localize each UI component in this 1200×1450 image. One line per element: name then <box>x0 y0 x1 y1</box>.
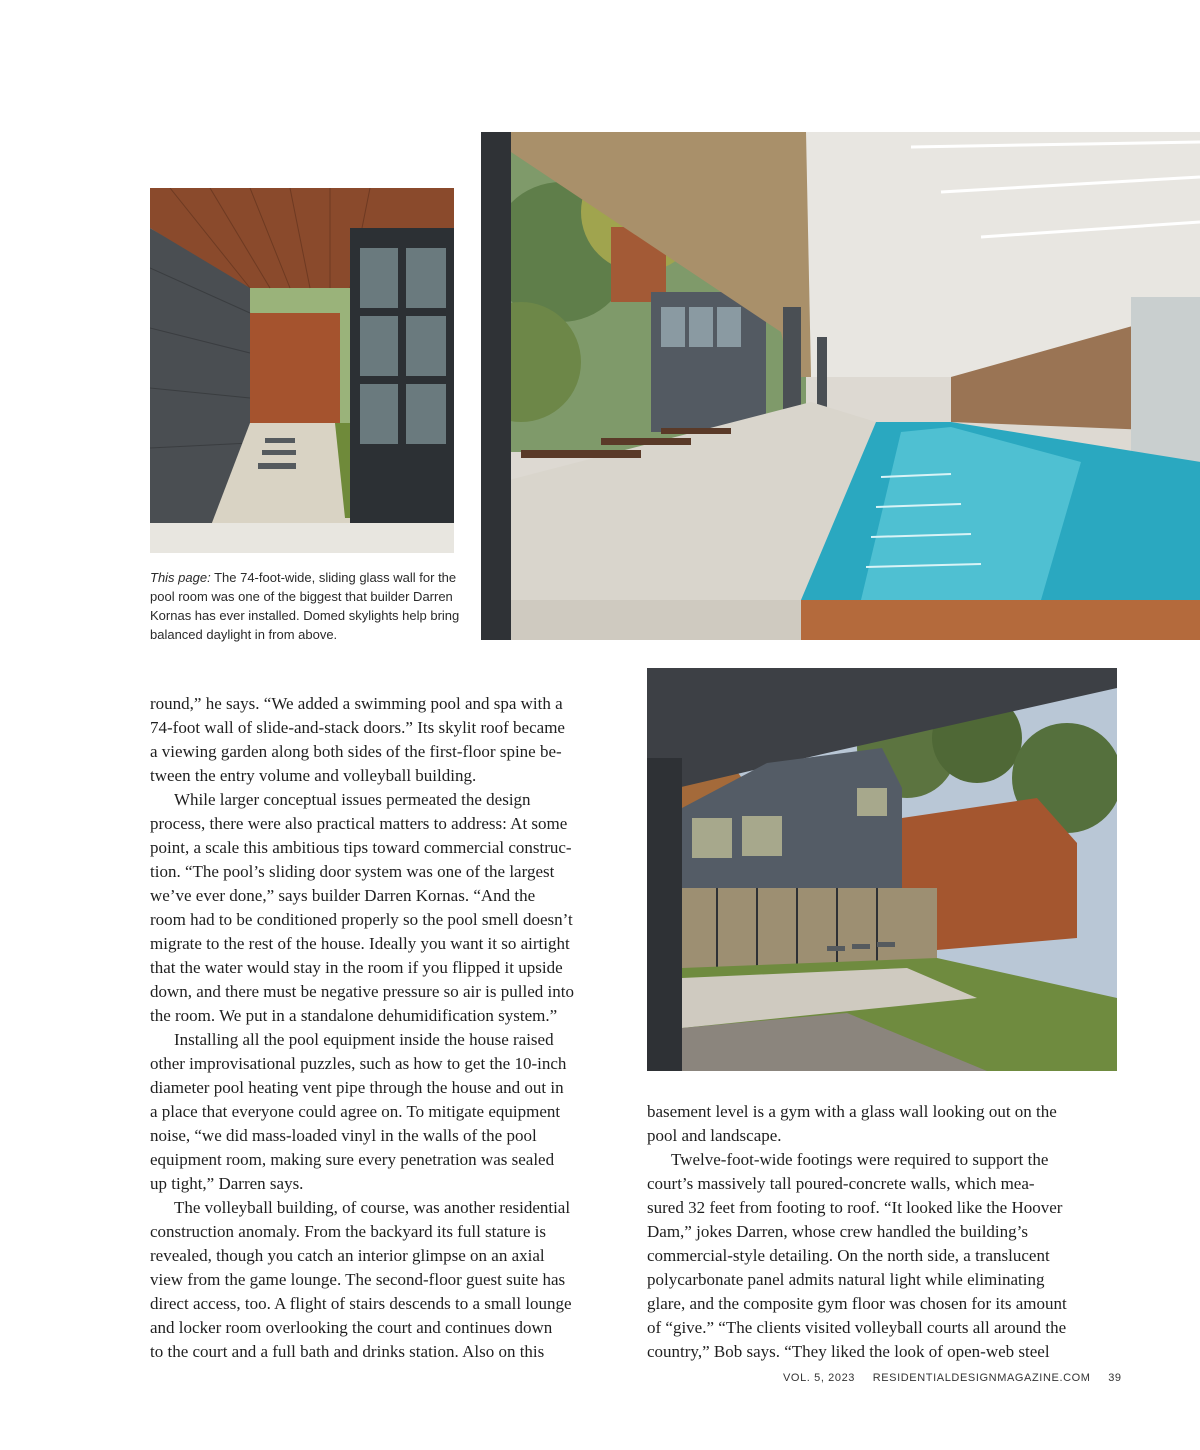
body-line: that the water would stay in the room if you flipped it upside <box>150 958 563 977</box>
body-line: up tight,” Darren says. <box>150 1174 304 1193</box>
body-line: noise, “we did mass-loaded vinyl in the walls of the pool <box>150 1126 537 1145</box>
body-line: While larger conceptual issues permeated the design <box>174 790 531 809</box>
photo-pool-deck-passage <box>150 188 454 553</box>
body-line: room had to be conditioned properly so the pool smell doesn’t <box>150 910 573 929</box>
body-line: round,” he says. “We added a swimming pool and spa with a <box>150 694 563 713</box>
body-line: 74-foot wall of slide-and-stack doors.” Its skylit roof became <box>150 718 565 737</box>
body-line: Twelve-foot-wide footings were required to support the <box>671 1150 1049 1169</box>
body-line: view from the game lounge. The second-floor guest suite has <box>150 1270 566 1289</box>
body-line: migrate to the rest of the house. Ideally you want it so airtight <box>150 934 570 953</box>
body-line: we’ve ever done,” says builder Darren Kornas. “And the <box>150 886 536 905</box>
body-line: a viewing garden along both sides of the first-floor spine be- <box>150 742 562 761</box>
photo-indoor-pool <box>481 132 1200 640</box>
folio-site: RESIDENTIALDESIGNMAGAZINE.COM <box>872 1372 1091 1384</box>
body-line: basement level is a gym with a glass wall looking out on the <box>647 1102 1057 1121</box>
body-line: of “give.” “The clients visited volleyball courts all around the <box>647 1318 1067 1337</box>
page-folio <box>783 1372 1123 1384</box>
body-line: court’s massively tall poured-concrete walls, which mea- <box>647 1174 1035 1193</box>
body-line: and locker room overlooking the court and continues down <box>150 1318 553 1337</box>
body-line: Dam,” jokes Darren, whose crew handled the building’s <box>647 1222 1028 1241</box>
body-line: to the court and a full bath and drinks station. Also on this <box>150 1342 545 1361</box>
body-line: Installing all the pool equipment inside the house raised <box>174 1030 554 1049</box>
body-line: direct access, too. A flight of stairs descends to a small lounge <box>150 1294 572 1313</box>
body-line: process, there were also practical matters to address: At some <box>150 814 568 833</box>
body-line: construction anomaly. From the backyard its full stature is <box>150 1222 546 1241</box>
body-line: the room. We put in a standalone dehumidification system.” <box>150 1006 558 1025</box>
body-line: The volleyball building, of course, was another residential <box>174 1198 571 1217</box>
body-line: a place that everyone could agree on. To mitigate equipment <box>150 1102 561 1121</box>
caption-lead: This page: <box>150 570 211 585</box>
folio-volume: VOL. 5, 2023 <box>783 1372 856 1384</box>
body-line: tween the entry volume and volleyball building. <box>150 766 477 785</box>
page-number: 39 <box>1108 1372 1122 1384</box>
article-left-column <box>150 692 625 1364</box>
body-line: glare, and the composite gym floor was chosen for its amount <box>647 1294 1067 1313</box>
body-line: point, a scale this ambitious tips toward commercial construc- <box>150 838 572 857</box>
body-line: tion. “The pool’s sliding door system was one of the largest <box>150 862 555 881</box>
body-line: equipment room, making sure every penetration was sealed <box>150 1150 555 1169</box>
body-line: revealed, though you catch an interior glimpse on an axial <box>150 1246 545 1265</box>
body-line: diameter pool heating vent pipe through the house and out in <box>150 1078 564 1097</box>
article-right-column <box>647 1100 1117 1364</box>
photo-backyard-exterior <box>647 668 1117 1071</box>
photo-caption <box>150 568 460 644</box>
body-line: sured 32 feet from footing to roof. “It looked like the Hoover <box>647 1198 1063 1217</box>
body-line: other improvisational puzzles, such as how to get the 10-inch <box>150 1054 567 1073</box>
body-line: commercial-style detailing. On the north side, a translucent <box>647 1246 1050 1265</box>
body-line: down, and there must be negative pressure so air is pulled into <box>150 982 574 1001</box>
body-line: country,” Bob says. “They liked the look of open-web steel <box>647 1342 1050 1361</box>
caption-text: The 74-foot-wide, sliding glass wall for the pool room was one of the biggest that builder Darren Kornas has ever installed. Domed skylights help bring balanced daylight in from above. <box>150 570 460 642</box>
body-line: pool and landscape. <box>647 1126 782 1145</box>
body-line: polycarbonate panel admits natural light while eliminating <box>647 1270 1045 1289</box>
